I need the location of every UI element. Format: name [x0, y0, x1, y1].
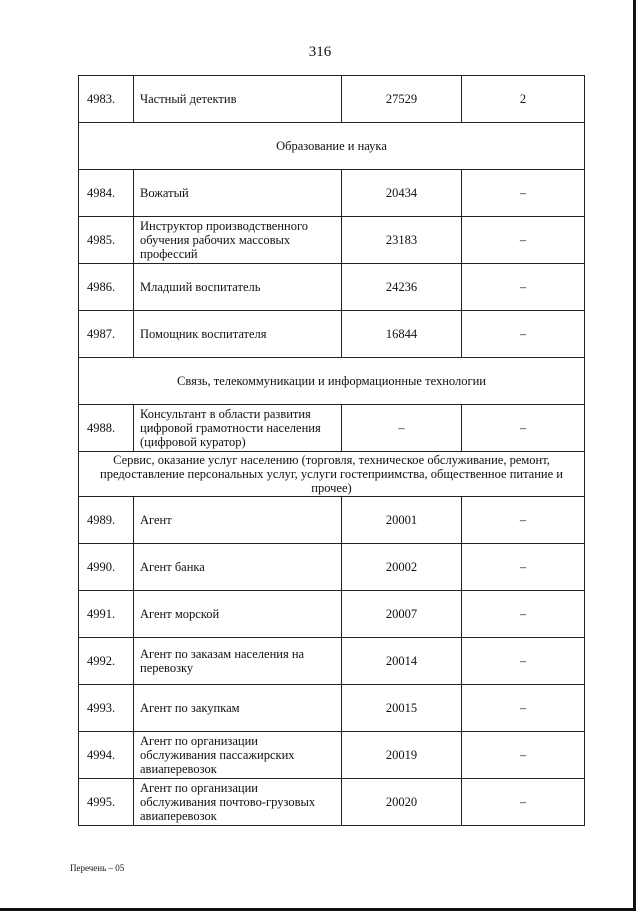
profession-category: – [462, 405, 585, 452]
row-number: 4991. [79, 591, 134, 638]
table-row [79, 217, 585, 264]
table-row [79, 264, 585, 311]
table-row [79, 311, 585, 358]
row-number: 4993. [79, 685, 134, 732]
profession-code: 16844 [342, 311, 462, 358]
profession-category: 2 [462, 76, 585, 123]
profession-code: 23183 [342, 217, 462, 264]
table-row [79, 638, 585, 685]
profession-category: – [462, 638, 585, 685]
row-number: 4995. [79, 779, 134, 826]
profession-code: 20020 [342, 779, 462, 826]
profession-name: Агент банка [134, 544, 342, 591]
profession-name: Консультант в области развития цифровой грамотности населения (цифровой куратор) [134, 405, 342, 452]
profession-category: – [462, 591, 585, 638]
profession-code: 20002 [342, 544, 462, 591]
row-number: 4988. [79, 405, 134, 452]
profession-category: – [462, 497, 585, 544]
profession-code: – [342, 405, 462, 452]
table-row [79, 497, 585, 544]
row-number: 4987. [79, 311, 134, 358]
table-row [79, 170, 585, 217]
profession-name: Частный детектив [134, 76, 342, 123]
profession-category: – [462, 779, 585, 826]
section-title: Связь, телекоммуникации и информационные технологии [79, 358, 585, 405]
profession-name: Помощник воспитателя [134, 311, 342, 358]
profession-code: 20014 [342, 638, 462, 685]
professions-table [78, 75, 585, 826]
section-title: Сервис, оказание услуг населению (торговля, техническое обслуживание, ремонт, предоставление персональных услуг, услуги гостеприимства, общественное питание и прочее) [79, 452, 585, 497]
profession-name: Агент по организации обслуживания пассажирских авиаперевозок [134, 732, 342, 779]
profession-name: Агент по закупкам [134, 685, 342, 732]
profession-category: – [462, 311, 585, 358]
row-number: 4983. [79, 76, 134, 123]
section-row [79, 452, 585, 497]
profession-category: – [462, 217, 585, 264]
profession-category: – [462, 170, 585, 217]
table-row [79, 779, 585, 826]
profession-name: Инструктор производственного обучения рабочих массовых профессий [134, 217, 342, 264]
profession-code: 27529 [342, 76, 462, 123]
table-row [79, 76, 585, 123]
profession-category: – [462, 685, 585, 732]
profession-code: 20015 [342, 685, 462, 732]
row-number: 4992. [79, 638, 134, 685]
row-number: 4990. [79, 544, 134, 591]
profession-code: 24236 [342, 264, 462, 311]
row-number: 4984. [79, 170, 134, 217]
page-number: 316 [308, 44, 332, 60]
table-row [79, 732, 585, 779]
profession-code: 20019 [342, 732, 462, 779]
footer-label: Перечень – 05 [70, 863, 125, 873]
profession-category: – [462, 264, 585, 311]
profession-name: Вожатый [134, 170, 342, 217]
profession-code: 20434 [342, 170, 462, 217]
table-row [79, 591, 585, 638]
table-row [79, 544, 585, 591]
profession-name: Агент [134, 497, 342, 544]
section-row [79, 123, 585, 170]
section-title: Образование и наука [79, 123, 585, 170]
row-number: 4989. [79, 497, 134, 544]
profession-name: Агент по организации обслуживания почтово-грузовых авиаперевозок [134, 779, 342, 826]
profession-name: Агент морской [134, 591, 342, 638]
table-row [79, 405, 585, 452]
table-row [79, 685, 585, 732]
section-row [79, 358, 585, 405]
profession-category: – [462, 732, 585, 779]
row-number: 4994. [79, 732, 134, 779]
profession-name: Агент по заказам населения на перевозку [134, 638, 342, 685]
profession-category: – [462, 544, 585, 591]
row-number: 4986. [79, 264, 134, 311]
profession-name: Младший воспитатель [134, 264, 342, 311]
row-number: 4985. [79, 217, 134, 264]
profession-code: 20007 [342, 591, 462, 638]
profession-code: 20001 [342, 497, 462, 544]
